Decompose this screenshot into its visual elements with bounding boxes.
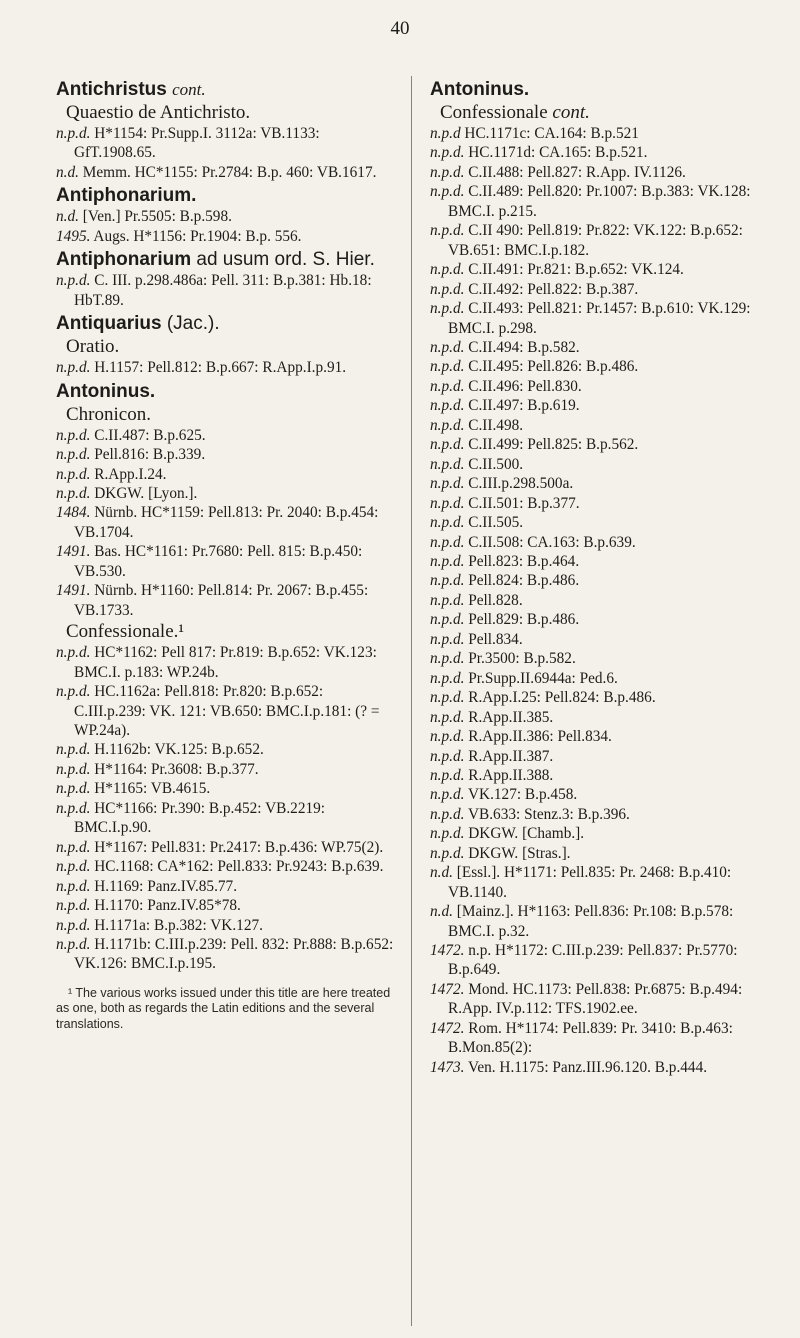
- entry-label: 1472.: [430, 980, 465, 998]
- entry-text: Pell.823: B.p.464.: [468, 552, 580, 570]
- catalog-entry: [430, 941, 778, 980]
- entry-text: HC.1171d: CA.165: B.p.521.: [468, 144, 648, 162]
- catalog-entry: [56, 358, 394, 377]
- catalog-entry: [56, 740, 394, 759]
- catalog-entry: [56, 271, 394, 310]
- entry-label: n.p.d.: [56, 683, 91, 701]
- entry-text: Pell.829: B.p.486.: [468, 611, 580, 629]
- catalog-entry: [430, 299, 778, 338]
- column-divider: [411, 76, 412, 1326]
- catalog-entry: [430, 1019, 778, 1058]
- catalog-entry: [430, 630, 778, 649]
- catalog-entry: [56, 857, 394, 876]
- catalog-entry: [430, 610, 778, 629]
- catalog-entry: [430, 533, 778, 552]
- catalog-entry: [56, 643, 394, 682]
- entry-text: VK.127: B.p.458.: [467, 786, 578, 804]
- heading-rest: ad usum ord. S. Hier.: [196, 249, 375, 271]
- entry-text: Augs. H*1156: Pr.1904: B.p. 556.: [93, 227, 302, 245]
- entry-text: HC.1162a: Pell.818: Pr.820: B.p.652: C.III.p.239: VK. 121: VB.650: BMC.I.p.181: (? = WP.24a).: [74, 683, 380, 739]
- entry-text: C.II.491: Pr.821: B.p.652: VK.124.: [468, 261, 684, 279]
- catalog-entry: [56, 896, 394, 915]
- catalog-entry: [430, 435, 778, 454]
- entry-text: DKGW. [Stras.].: [468, 844, 571, 862]
- catalog-entry: [430, 902, 778, 941]
- entry-text: Pr.Supp.II.6944a: Ped.6.: [468, 669, 618, 687]
- entry-text: H*1167: Pell.831: Pr.2417: B.p.436: WP.75(2).: [94, 838, 384, 856]
- catalog-entry: [430, 280, 778, 299]
- catalog-entry: [430, 863, 778, 902]
- entry-label: n.p.d.: [56, 125, 91, 142]
- catalog-entry: [430, 980, 778, 1019]
- entry-label: n.p.d.: [430, 397, 465, 415]
- left-column: [56, 76, 394, 1032]
- subtitle-text: Oratio.: [66, 336, 120, 358]
- catalog-entry: [430, 455, 778, 474]
- entry-text: Nürnb. H*1160: Pell.814: Pr. 2067: B.p.455: VB.1733.: [74, 582, 369, 619]
- entry-label: n.p.d.: [430, 455, 465, 473]
- heading-title: Antiphonarium.: [56, 185, 197, 207]
- entry-text: C.II.499: Pell.825: B.p.562.: [468, 436, 639, 454]
- entry-text: C.II.487: B.p.625.: [94, 426, 206, 444]
- entry-text: R.App.II.388.: [468, 766, 554, 784]
- entry-text: C.II 490: Pell.819: Pr.822: VK.122: B.p.652: VB.651: BMC.I.p.182.: [448, 222, 743, 259]
- entry-label: n.p.d.: [430, 650, 465, 668]
- subtitle-text: Confessionale: [440, 102, 548, 123]
- entry-label: n.p.d.: [430, 280, 465, 298]
- entry-label: n.p.d.: [430, 552, 465, 570]
- entry-label: n.p.d.: [56, 465, 91, 483]
- section-heading: [56, 248, 394, 271]
- entry-label: n.d.: [430, 903, 453, 921]
- entry-label: n.p.d: [430, 125, 461, 142]
- entry-label: n.p.d.: [56, 484, 91, 502]
- entry-label: n.p.d.: [430, 533, 465, 551]
- catalog-entry: [430, 182, 778, 221]
- entry-text: H.1169: Panz.IV.85.77.: [94, 877, 238, 895]
- catalog-entry: [56, 124, 394, 163]
- entry-label: n.p.d.: [430, 728, 465, 746]
- catalog-entry: [430, 571, 778, 590]
- entry-text: Pell.824: B.p.486.: [468, 572, 580, 590]
- catalog-entry: [430, 805, 778, 824]
- catalog-entry: [430, 124, 778, 143]
- entry-text: C.II.488: Pell.827: R.App. IV.1126.: [468, 163, 686, 181]
- entry-text: HC.1171c: CA.164: B.p.521: [464, 125, 639, 142]
- entry-label: n.p.d.: [430, 377, 465, 395]
- entry-text: H.1171b: C.III.p.239: Pell. 832: Pr.888: B.p.652: VK.126: BMC.I.p.195.: [74, 935, 394, 973]
- heading-rest: (Jac.).: [166, 313, 220, 335]
- catalog-entry: [56, 426, 394, 445]
- entry-label: n.p.d.: [430, 669, 465, 687]
- footnote: ¹ The various works issued under this title are here treated as one, both as regards the Latin editions and the several translations.: [56, 985, 391, 1031]
- catalog-entry: [430, 552, 778, 571]
- entry-text: Pell.816: B.p.339.: [94, 446, 206, 464]
- heading-title: Antoninus.: [56, 380, 156, 402]
- entry-text: R.App.II.385.: [468, 708, 554, 726]
- catalog-entry: [430, 357, 778, 376]
- catalog-entry: [56, 916, 394, 935]
- entry-label: n.p.d.: [430, 494, 465, 512]
- subtitle-text: Chronicon.: [66, 403, 151, 425]
- catalog-entry: [56, 799, 394, 838]
- entry-label: n.p.d.: [430, 591, 465, 609]
- entry-label: n.p.d.: [56, 799, 91, 817]
- entry-text: R.App.I.25: Pell.824: B.p.486.: [468, 689, 656, 707]
- section-heading: [430, 78, 778, 101]
- entry-label: n.d.: [56, 208, 79, 226]
- entry-label: n.p.d.: [430, 766, 465, 784]
- catalog-entry: [430, 143, 778, 162]
- entry-text: Rom. H*1174: Pell.839: Pr. 3410: B.p.463: B.Mon.85(2):: [448, 1019, 733, 1057]
- catalog-entry: [430, 727, 778, 746]
- entry-text: n.p. H*1172: C.III.p.239: Pell.837: Pr.5770: B.p.649.: [448, 942, 738, 979]
- entry-text: C.II.496: Pell.830.: [468, 377, 582, 395]
- catalog-entry: [430, 785, 778, 804]
- catalog-entry: [430, 494, 778, 513]
- catalog-entry: [430, 669, 778, 688]
- entry-label: n.p.d.: [430, 844, 465, 862]
- subtitle-cont: cont.: [552, 102, 590, 123]
- subtitle: [66, 101, 394, 124]
- catalog-entry: [430, 649, 778, 668]
- entry-text: C.II.492: Pell.822: B.p.387.: [468, 280, 639, 298]
- entry-text: H*1154: Pr.Supp.I. 3112a: VB.1133: GfT.1908.65.: [74, 125, 320, 162]
- entry-label: n.p.d.: [56, 644, 91, 662]
- entry-text: C.II.489: Pell.820: Pr.1007: B.p.383: VK.128: BMC.I. p.215.: [448, 183, 751, 220]
- entry-text: C.II.498.: [468, 416, 524, 434]
- entry-label: 1472.: [430, 1019, 465, 1037]
- entry-label: n.p.d.: [56, 858, 91, 876]
- entry-label: n.p.d.: [430, 144, 465, 162]
- entry-label: n.p.d.: [430, 805, 465, 823]
- entry-text: C.II.493: Pell.821: Pr.1457: B.p.610: VK.129: BMC.I. p.298.: [448, 300, 751, 337]
- heading-title: Antichristus: [56, 79, 167, 100]
- subtitle: [66, 620, 394, 643]
- entry-text: C.II.500.: [468, 455, 524, 473]
- entry-label: n.p.d.: [56, 877, 91, 895]
- entry-text: C.II.501: B.p.377.: [468, 494, 580, 512]
- entry-label: n.p.d.: [430, 436, 465, 454]
- catalog-entry: [430, 591, 778, 610]
- entry-text: C.II.495: Pell.826: B.p.486.: [468, 358, 639, 376]
- heading-cont: cont.: [172, 80, 206, 99]
- entry-text: H*1164: Pr.3608: B.p.377.: [94, 760, 259, 778]
- entry-label: n.p.d.: [430, 261, 465, 279]
- section-heading: [56, 380, 394, 403]
- catalog-entry: [56, 581, 394, 620]
- entry-label: 1491.: [56, 543, 91, 561]
- entry-text: C.II.508: CA.163: B.p.639.: [468, 533, 636, 551]
- entry-text: HC*1162: Pell 817: Pr.819: B.p.652: VK.123: BMC.I. p.183: WP.24b.: [74, 644, 377, 681]
- catalog-entry: [56, 779, 394, 798]
- catalog-entry: [430, 377, 778, 396]
- entry-text: C. III. p.298.486a: Pell. 311: B.p.381: Hb.18: HbT.89.: [74, 272, 372, 309]
- entry-label: n.p.d.: [430, 611, 465, 629]
- entry-text: HC.1168: CA*162: Pell.833: Pr.9243: B.p.639.: [94, 858, 384, 876]
- right-column: [430, 76, 778, 1077]
- entry-text: H.1171a: B.p.382: VK.127.: [94, 916, 263, 934]
- catalog-entry: [430, 844, 778, 863]
- entry-label: 1473.: [430, 1058, 465, 1076]
- catalog-entry: [430, 474, 778, 493]
- entry-label: n.p.d.: [430, 708, 465, 726]
- catalog-entry: [430, 824, 778, 843]
- entry-label: 1495.: [56, 227, 91, 245]
- entry-label: n.p.d.: [430, 689, 465, 707]
- subtitle-text: Confessionale.¹: [66, 621, 185, 643]
- catalog-entry: [430, 221, 778, 260]
- entry-label: n.p.d.: [430, 416, 465, 434]
- catalog-entry: [430, 338, 778, 357]
- entry-label: n.p.d.: [430, 747, 465, 765]
- entry-text: DKGW. [Lyon.].: [94, 484, 198, 502]
- entry-text: Mond. HC.1173: Pell.838: Pr.6875: B.p.494: R.App. IV.p.112: TFS.1902.ee.: [448, 980, 743, 1018]
- catalog-entry: [56, 163, 394, 182]
- subtitle-text: Quaestio de Antichristo.: [66, 102, 251, 123]
- entry-label: n.p.d.: [56, 838, 91, 856]
- entry-label: 1472.: [430, 942, 465, 960]
- entry-text: Nürnb. HC*1159: Pell.813: Pr. 2040: B.p.454: VB.1704.: [74, 504, 379, 541]
- entry-label: n.p.d.: [56, 916, 91, 934]
- entry-text: Pr.3500: B.p.582.: [468, 650, 576, 668]
- catalog-entry: [56, 465, 394, 484]
- entry-text: Ven. H.1175: Panz.III.96.120. B.p.444.: [467, 1058, 708, 1076]
- catalog-entry: [430, 416, 778, 435]
- entry-label: n.p.d.: [430, 183, 465, 201]
- entry-label: n.p.d.: [56, 897, 91, 915]
- subtitle: [66, 403, 394, 426]
- entry-label: n.d.: [56, 163, 79, 181]
- entry-label: 1491.: [56, 582, 91, 600]
- entry-label: n.p.d.: [56, 935, 91, 953]
- catalog-entry: [56, 445, 394, 464]
- section-heading: [56, 184, 394, 207]
- entry-label: n.p.d.: [430, 475, 465, 493]
- entry-label: n.p.d.: [56, 272, 91, 290]
- section-heading: [56, 312, 394, 335]
- catalog-entry: [56, 838, 394, 857]
- entry-text: VB.633: Stenz.3: B.p.396.: [467, 805, 630, 823]
- entry-text: H.1162b: VK.125: B.p.652.: [94, 741, 264, 759]
- catalog-entry: [430, 163, 778, 182]
- entry-text: [Ven.] Pr.5505: B.p.598.: [82, 208, 232, 226]
- entry-label: n.p.d.: [430, 786, 465, 804]
- catalog-entry: [56, 542, 394, 581]
- entry-label: n.p.d.: [430, 825, 465, 843]
- entry-label: n.p.d.: [430, 514, 465, 532]
- entry-label: n.p.d.: [430, 572, 465, 590]
- entry-text: H.1170: Panz.IV.85*78.: [94, 897, 241, 915]
- section-heading: [56, 78, 394, 101]
- catalog-entry: [430, 260, 778, 279]
- entry-label: n.p.d.: [56, 741, 91, 759]
- catalog-entry: [56, 484, 394, 503]
- entry-label: n.p.d.: [56, 426, 91, 444]
- entry-text: DKGW. [Chamb.].: [468, 825, 585, 843]
- heading-title: Antoninus.: [430, 79, 530, 100]
- entry-text: R.App.II.387.: [468, 747, 554, 765]
- entry-text: C.III.p.298.500a.: [468, 475, 574, 493]
- catalog-entry: [430, 747, 778, 766]
- catalog-entry: [56, 503, 394, 542]
- entry-label: n.p.d.: [430, 358, 465, 376]
- catalog-entry: [56, 935, 394, 974]
- entry-text: H.1157: Pell.812: B.p.667: R.App.I.p.91.: [94, 359, 347, 377]
- entry-label: n.p.d.: [430, 338, 465, 356]
- catalog-entry: [56, 207, 394, 226]
- catalog-entry: [56, 760, 394, 779]
- catalog-entry: [430, 766, 778, 785]
- catalog-entry: [430, 396, 778, 415]
- catalog-entry: [430, 513, 778, 532]
- entry-label: n.d.: [430, 864, 453, 882]
- entry-text: [Mainz.]. H*1163: Pell.836: Pr.108: B.p.578: BMC.I. p.32.: [448, 903, 734, 940]
- entry-label: n.p.d.: [430, 163, 465, 181]
- subtitle: [66, 335, 394, 358]
- entry-label: n.p.d.: [430, 630, 465, 648]
- entry-label: n.p.d.: [56, 446, 91, 464]
- catalog-entry: [56, 227, 394, 246]
- page-number: 40: [390, 18, 410, 39]
- heading-title: Antiquarius: [56, 313, 162, 335]
- entry-label: n.p.d.: [56, 359, 91, 377]
- entry-text: Pell.828.: [468, 591, 523, 609]
- entry-text: H*1165: VB.4615.: [94, 780, 211, 798]
- entry-text: R.App.I.24.: [94, 465, 167, 483]
- catalog-entry: [430, 688, 778, 707]
- entry-text: C.II.497: B.p.619.: [468, 397, 580, 415]
- entry-text: C.II.505.: [468, 514, 524, 532]
- entry-text: HC*1166: Pr.390: B.p.452: VB.2219: BMC.I.p.90.: [74, 799, 326, 837]
- entry-text: [Essl.]. H*1171: Pell.835: Pr. 2468: B.p.410: VB.1140.: [448, 864, 732, 901]
- subtitle: [440, 101, 778, 124]
- heading-title: Antiphonarium: [56, 249, 192, 271]
- catalog-entry: [430, 1058, 778, 1077]
- entry-text: C.II.494: B.p.582.: [468, 338, 580, 356]
- entry-label: n.p.d.: [56, 780, 91, 798]
- entry-label: 1484.: [56, 504, 91, 522]
- catalog-entry: [56, 877, 394, 896]
- entry-text: R.App.II.386: Pell.834.: [468, 728, 612, 746]
- catalog-entry: [56, 682, 394, 740]
- entry-label: n.p.d.: [430, 300, 465, 318]
- entry-text: Memm. HC*1155: Pr.2784: B.p. 460: VB.1617.: [82, 163, 377, 181]
- entry-text: Bas. HC*1161: Pr.7680: Pell. 815: B.p.450: VB.530.: [74, 543, 363, 580]
- entry-label: n.p.d.: [56, 760, 91, 778]
- catalog-entry: [430, 708, 778, 727]
- entry-text: Pell.834.: [468, 630, 523, 648]
- entry-label: n.p.d.: [430, 222, 465, 240]
